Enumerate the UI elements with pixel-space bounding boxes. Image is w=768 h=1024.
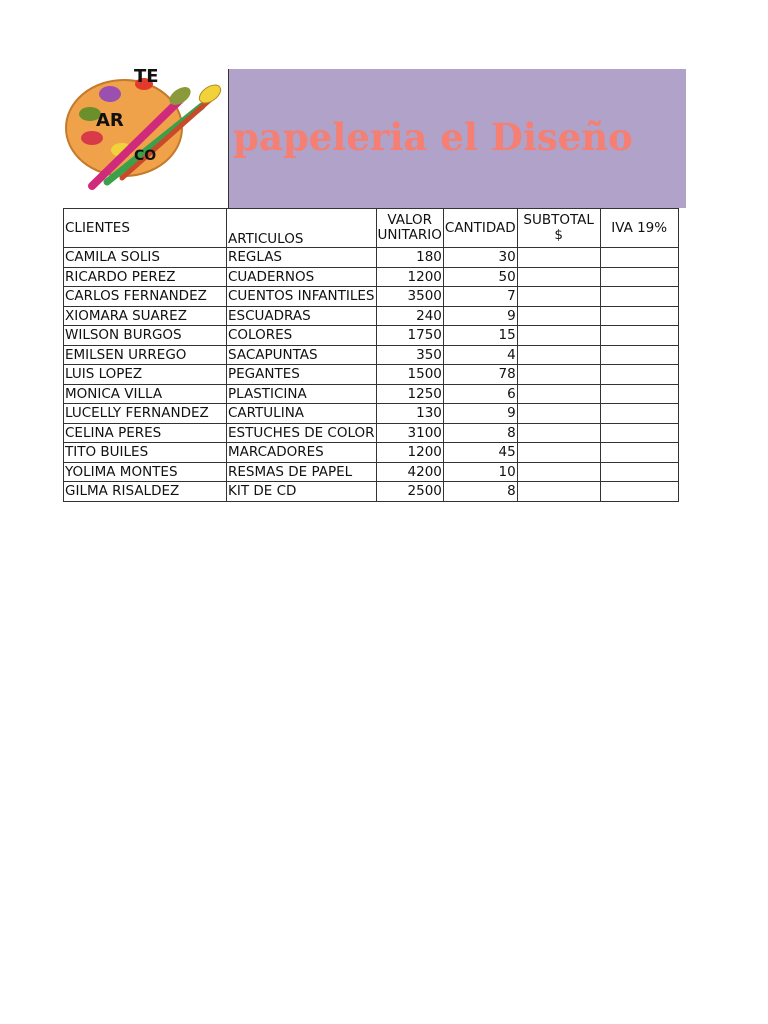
cell-subtotal[interactable] bbox=[517, 365, 600, 385]
cell-subtotal[interactable] bbox=[517, 248, 600, 268]
header-row bbox=[64, 209, 679, 248]
logo-text-co: CO bbox=[134, 148, 157, 164]
cell-valor-unitario[interactable]: 1200 bbox=[376, 443, 443, 463]
cell-articulo[interactable]: REGLAS bbox=[227, 248, 377, 268]
cell-iva[interactable] bbox=[600, 423, 678, 443]
cell-subtotal[interactable] bbox=[517, 306, 600, 326]
cell-valor-unitario[interactable]: 130 bbox=[376, 404, 443, 424]
cell-subtotal[interactable] bbox=[517, 423, 600, 443]
cell-articulo[interactable]: ESCUADRAS bbox=[227, 306, 377, 326]
table-row bbox=[64, 345, 679, 365]
cell-cantidad[interactable]: 8 bbox=[443, 482, 517, 502]
cell-subtotal[interactable] bbox=[517, 404, 600, 424]
cell-articulo[interactable]: KIT DE CD bbox=[227, 482, 377, 502]
cell-cantidad[interactable]: 9 bbox=[443, 404, 517, 424]
cell-iva[interactable] bbox=[600, 267, 678, 287]
cell-iva[interactable] bbox=[600, 248, 678, 268]
cell-cantidad[interactable]: 4 bbox=[443, 345, 517, 365]
sales-table bbox=[63, 208, 679, 502]
cell-subtotal[interactable] bbox=[517, 326, 600, 346]
table-row bbox=[64, 482, 679, 502]
cell-cantidad[interactable]: 45 bbox=[443, 443, 517, 463]
cell-cliente[interactable]: WILSON BURGOS bbox=[64, 326, 227, 346]
table-row bbox=[64, 365, 679, 385]
cell-cantidad[interactable]: 10 bbox=[443, 462, 517, 482]
header-cantidad[interactable]: CANTIDAD bbox=[443, 209, 517, 248]
cell-articulo[interactable]: COLORES bbox=[227, 326, 377, 346]
cell-valor-unitario[interactable]: 2500 bbox=[376, 482, 443, 502]
cell-cantidad[interactable]: 9 bbox=[443, 306, 517, 326]
cell-valor-unitario[interactable]: 3500 bbox=[376, 287, 443, 307]
cell-valor-unitario[interactable]: 1250 bbox=[376, 384, 443, 404]
header-valor-unitario[interactable]: VALOR UNITARIO bbox=[376, 209, 443, 248]
cell-cliente[interactable]: GILMA RISALDEZ bbox=[64, 482, 227, 502]
cell-subtotal[interactable] bbox=[517, 384, 600, 404]
cell-iva[interactable] bbox=[600, 365, 678, 385]
cell-cliente[interactable]: CARLOS FERNANDEZ bbox=[64, 287, 227, 307]
cell-articulo[interactable]: MARCADORES bbox=[227, 443, 377, 463]
cell-cliente[interactable]: MONICA VILLA bbox=[64, 384, 227, 404]
store-title: papeleria el Diseño bbox=[233, 115, 633, 159]
cell-iva[interactable] bbox=[600, 404, 678, 424]
cell-subtotal[interactable] bbox=[517, 267, 600, 287]
logo-text-ar: AR bbox=[96, 110, 124, 131]
cell-articulo[interactable]: SACAPUNTAS bbox=[227, 345, 377, 365]
cell-articulo[interactable]: CUADERNOS bbox=[227, 267, 377, 287]
table-row bbox=[64, 443, 679, 463]
cell-articulo[interactable]: ESTUCHES DE COLOR bbox=[228, 424, 375, 441]
table-row bbox=[64, 306, 679, 326]
cell-cantidad[interactable]: 78 bbox=[443, 365, 517, 385]
cell-cliente[interactable]: YOLIMA MONTES bbox=[64, 462, 227, 482]
cell-cliente[interactable]: CELINA PERES bbox=[64, 423, 227, 443]
cell-articulo[interactable]: CUENTOS INFANTILES bbox=[228, 288, 375, 305]
cell-iva[interactable] bbox=[600, 462, 678, 482]
table-row bbox=[64, 287, 679, 307]
table-row bbox=[64, 248, 679, 268]
cell-subtotal[interactable] bbox=[517, 482, 600, 502]
cell-subtotal[interactable] bbox=[517, 462, 600, 482]
cell-iva[interactable] bbox=[600, 443, 678, 463]
header-articulos[interactable]: ARTICULOS bbox=[227, 209, 377, 248]
cell-valor-unitario[interactable]: 1200 bbox=[376, 267, 443, 287]
cell-subtotal[interactable] bbox=[517, 345, 600, 365]
cell-articulo[interactable]: PEGANTES bbox=[227, 365, 377, 385]
cell-cantidad[interactable]: 8 bbox=[443, 423, 517, 443]
table-row bbox=[64, 326, 679, 346]
cell-cliente[interactable]: RICARDO PEREZ bbox=[64, 267, 227, 287]
cell-articulo[interactable]: PLASTICINA bbox=[227, 384, 377, 404]
cell-subtotal[interactable] bbox=[517, 287, 600, 307]
cell-subtotal[interactable] bbox=[517, 443, 600, 463]
cell-valor-unitario[interactable]: 180 bbox=[376, 248, 443, 268]
paint-palette-logo bbox=[62, 68, 228, 208]
cell-articulo[interactable]: CARTULINA bbox=[227, 404, 377, 424]
cell-cliente[interactable]: CAMILA SOLIS bbox=[64, 248, 227, 268]
logo-text-te: TE bbox=[134, 68, 159, 87]
cell-cliente[interactable]: LUCELLY FERNANDEZ bbox=[64, 404, 227, 424]
header-iva[interactable]: IVA 19% bbox=[600, 209, 678, 248]
table-row bbox=[64, 404, 679, 424]
cell-iva[interactable] bbox=[600, 287, 678, 307]
paint-palette-icon bbox=[62, 68, 228, 208]
table-row bbox=[64, 462, 679, 482]
cell-valor-unitario[interactable]: 1750 bbox=[376, 326, 443, 346]
header-subtotal[interactable]: SUBTOTAL $ bbox=[517, 209, 600, 248]
table-row bbox=[64, 267, 679, 287]
cell-valor-unitario[interactable]: 350 bbox=[376, 345, 443, 365]
cell-valor-unitario[interactable]: 3100 bbox=[376, 423, 443, 443]
cell-cantidad[interactable]: 30 bbox=[443, 248, 517, 268]
cell-valor-unitario[interactable]: 4200 bbox=[376, 462, 443, 482]
cell-cantidad[interactable]: 7 bbox=[443, 287, 517, 307]
cell-cantidad[interactable]: 50 bbox=[443, 267, 517, 287]
cell-cliente[interactable]: XIOMARA SUAREZ bbox=[64, 306, 227, 326]
cell-cantidad[interactable]: 6 bbox=[443, 384, 517, 404]
cell-articulo[interactable]: RESMAS DE PAPEL bbox=[227, 462, 377, 482]
cell-valor-unitario[interactable]: 240 bbox=[376, 306, 443, 326]
cell-cliente[interactable]: EMILSEN URREGO bbox=[64, 345, 227, 365]
cell-iva[interactable] bbox=[600, 482, 678, 502]
cell-iva[interactable] bbox=[600, 326, 678, 346]
cell-iva[interactable] bbox=[600, 384, 678, 404]
cell-iva[interactable] bbox=[600, 306, 678, 326]
cell-cliente[interactable]: LUIS LOPEZ bbox=[64, 365, 227, 385]
table-row bbox=[64, 423, 679, 443]
table-row bbox=[64, 384, 679, 404]
header-banner bbox=[228, 69, 686, 208]
cell-cantidad[interactable]: 15 bbox=[443, 326, 517, 346]
cell-valor-unitario[interactable]: 1500 bbox=[376, 365, 443, 385]
cell-cliente[interactable]: TITO BUILES bbox=[64, 443, 227, 463]
cell-iva[interactable] bbox=[600, 345, 678, 365]
header-clientes[interactable]: CLIENTES bbox=[64, 209, 227, 248]
